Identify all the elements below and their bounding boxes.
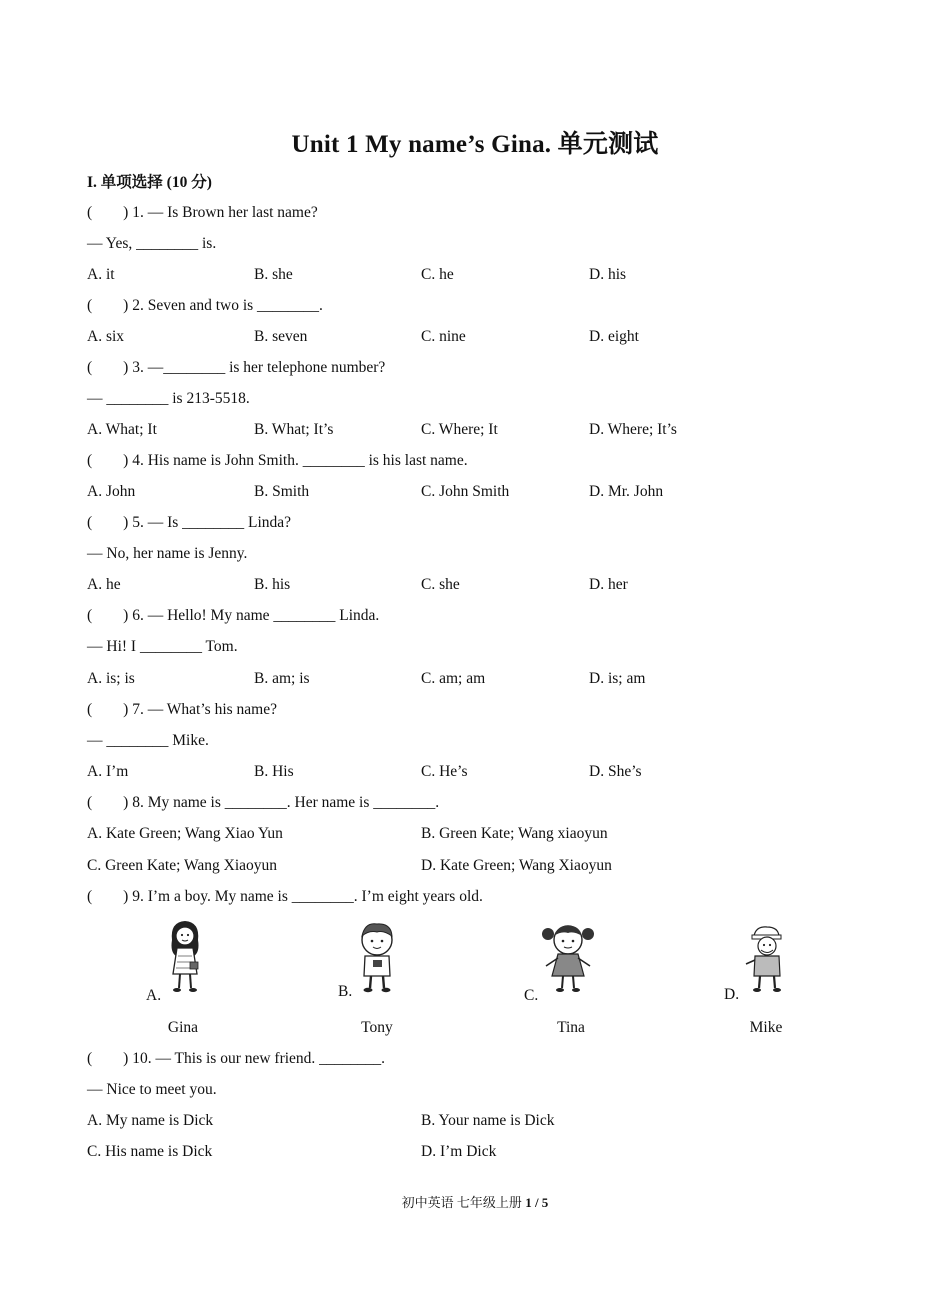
q1-option-d: D. his (589, 266, 627, 283)
question-3-line2: — ________ is 213-5518. (87, 390, 250, 407)
q9-name-gina: Gina (167, 1019, 199, 1036)
q6-option-d: D. is; am (589, 670, 646, 687)
question-1-line2: — Yes, ________ is. (87, 235, 217, 252)
q9-name-tina: Tina (557, 1019, 585, 1036)
q3-option-b: B. What; It’s (254, 421, 334, 438)
q8-option-d: D. Kate Green; Wang Xiaoyun (421, 857, 612, 874)
q7-option-c: C. He’s (421, 763, 468, 780)
q9-option-a: A. (146, 987, 162, 1004)
q10-option-b: B. Your name is Dick (421, 1112, 555, 1129)
question-8-stem: ( ) 8. My name is ________. Her name is ________. (87, 794, 440, 811)
girl-gina-illustration (160, 918, 210, 996)
q9-name-tony: Tony (361, 1019, 393, 1036)
q4-option-a: A. John (87, 483, 136, 500)
q9-name-mike: Mike (749, 1019, 783, 1036)
q4-option-c: C. John Smith (421, 483, 510, 500)
question-10-stem: ( ) 10. — This is our new friend. ________. (87, 1050, 386, 1067)
q2-option-b: B. seven (254, 328, 308, 345)
q5-option-a: A. he (87, 576, 121, 593)
q8-option-c: C. Green Kate; Wang Xiaoyun (87, 857, 278, 874)
question-6-stem: ( ) 6. — Hello! My name ________ Linda. (87, 607, 380, 624)
q6-option-b: B. am; is (254, 670, 310, 687)
q7-option-b: B. His (254, 763, 294, 780)
q9-option-d: D. (724, 986, 740, 1003)
question-9-stem: ( ) 9. I’m a boy. My name is ________. I’m eight years old. (87, 888, 483, 905)
q8-option-b: B. Green Kate; Wang xiaoyun (421, 825, 608, 842)
page-number: 1 / 5 (525, 1195, 549, 1210)
question-7-line2: — ________ Mike. (87, 732, 209, 749)
q6-option-c: C. am; am (421, 670, 486, 687)
question-7-stem: ( ) 7. — What’s his name? (87, 701, 277, 718)
question-10-line2: — Nice to meet you. (87, 1081, 217, 1098)
question-3-stem: ( ) 3. —________ is her telephone number? (87, 359, 386, 376)
q2-option-a: A. six (87, 328, 125, 345)
question-4-stem: ( ) 4. His name is John Smith. ________ is his last name. (87, 452, 468, 469)
old-man-mike-illustration (742, 924, 788, 996)
girl-tina-illustration (538, 920, 598, 996)
q9-option-c: C. (524, 987, 539, 1004)
q3-option-a: A. What; It (87, 421, 157, 438)
q6-option-a: A. is; is (87, 670, 135, 687)
section-heading: I. 单项选择 (10 分) (87, 174, 212, 191)
boy-tony-illustration (353, 920, 401, 996)
question-5-line2: — No, her name is Jenny. (87, 545, 248, 562)
q10-option-d: D. I’m Dick (421, 1143, 497, 1160)
q7-option-d: D. She’s (589, 763, 642, 780)
q5-option-d: D. her (589, 576, 628, 593)
q5-option-b: B. his (254, 576, 291, 593)
q8-option-a: A. Kate Green; Wang Xiao Yun (87, 825, 283, 842)
q1-option-c: C. he (421, 266, 454, 283)
question-2-stem: ( ) 2. Seven and two is ________. (87, 297, 323, 314)
question-6-line2: — Hi! I ________ Tom. (87, 638, 238, 655)
q9-option-b: B. (338, 983, 353, 1000)
footer-text: 初中英语 七年级上册 (401, 1195, 526, 1210)
q10-option-c: C. His name is Dick (87, 1143, 213, 1160)
question-1-stem: ( ) 1. — Is Brown her last name? (87, 204, 318, 221)
q3-option-c: C. Where; It (421, 421, 498, 438)
q1-option-a: A. it (87, 266, 115, 283)
q2-option-d: D. eight (589, 328, 639, 345)
q5-option-c: C. she (421, 576, 460, 593)
q4-option-d: D. Mr. John (589, 483, 664, 500)
page-footer (0, 1192, 950, 1211)
q1-option-b: B. she (254, 266, 293, 283)
q2-option-c: C. nine (421, 328, 466, 345)
q4-option-b: B. Smith (254, 483, 310, 500)
page-title: Unit 1 My name’s Gina. 单元测试 (291, 131, 659, 158)
q7-option-a: A. I’m (87, 763, 129, 780)
q10-option-a: A. My name is Dick (87, 1112, 214, 1129)
question-5-stem: ( ) 5. — Is ________ Linda? (87, 514, 292, 531)
q3-option-d: D. Where; It’s (589, 421, 677, 438)
